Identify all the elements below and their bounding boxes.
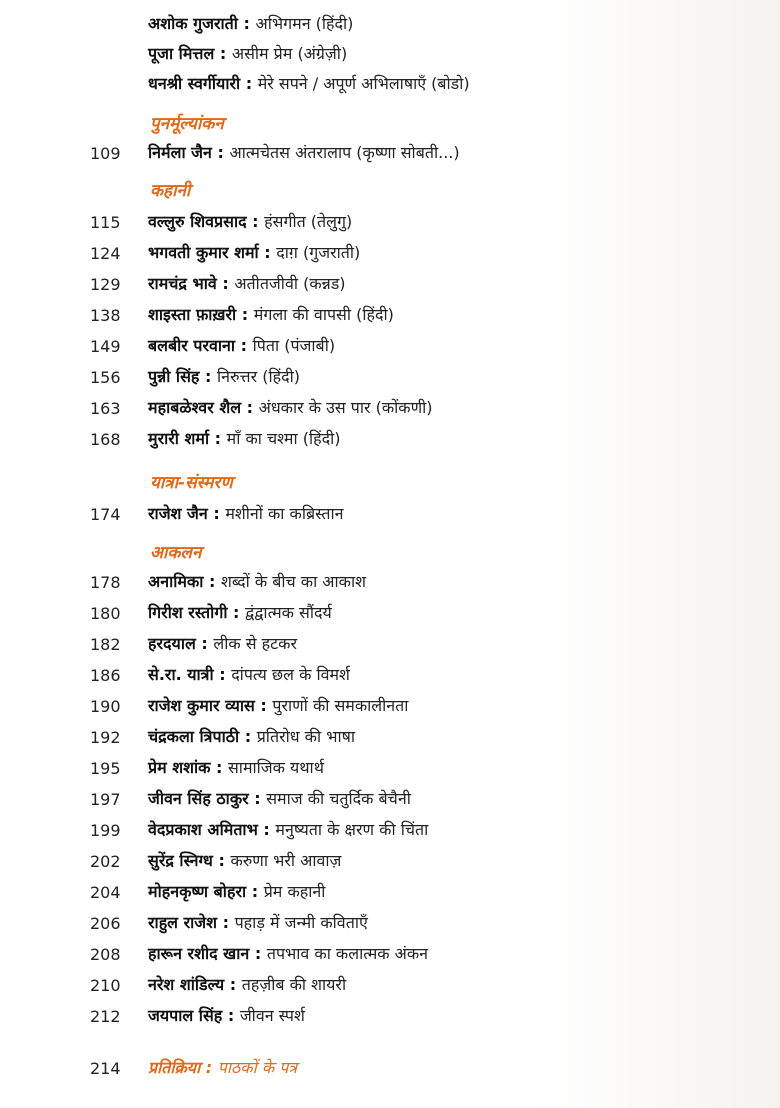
work-title: हंसगीत (तेलुगु) bbox=[264, 212, 353, 231]
separator: : bbox=[257, 820, 276, 839]
author-name: राजेश जैन bbox=[148, 504, 208, 523]
separator: : bbox=[216, 274, 235, 293]
page-number: 149 bbox=[90, 336, 121, 356]
toc-entry bbox=[0, 877, 780, 907]
toc-entry bbox=[0, 567, 780, 597]
work-title: शब्दों के बीच का आकाश bbox=[220, 572, 366, 591]
work-title: पिता (पंजाबी) bbox=[252, 336, 336, 355]
separator: : bbox=[222, 1006, 240, 1025]
work-title: प्रेम कहानी bbox=[263, 882, 326, 901]
toc-entry bbox=[0, 207, 780, 237]
page-number: 178 bbox=[90, 572, 121, 592]
author-name: मोहनकृष्ण बोहरा bbox=[148, 882, 247, 901]
separator: : bbox=[237, 14, 256, 33]
page-number: 124 bbox=[90, 243, 121, 263]
work-title: तपभाव का कलात्मक अंकन bbox=[266, 944, 429, 963]
entry-text bbox=[148, 269, 346, 299]
toc-entry bbox=[0, 1001, 780, 1031]
work-title: समाज की चतुर्दिक बेचैनी bbox=[266, 789, 411, 808]
author-name: धनश्री स्वर्गीयारी bbox=[148, 74, 241, 93]
entry-text bbox=[148, 598, 332, 628]
page-number: 199 bbox=[90, 820, 121, 840]
separator: : bbox=[200, 1058, 218, 1077]
separator: : bbox=[249, 944, 267, 963]
page-number: 180 bbox=[90, 603, 121, 623]
page-number: 206 bbox=[90, 913, 121, 933]
entry-text bbox=[148, 660, 350, 690]
author-name: हारून रशीद खान bbox=[148, 944, 250, 963]
entry-text bbox=[148, 138, 460, 168]
entry-text bbox=[148, 691, 408, 721]
separator: : bbox=[248, 789, 267, 808]
separator: : bbox=[224, 975, 242, 994]
author-name: वेदप्रकाश अमिताभ bbox=[148, 820, 258, 839]
entry-text bbox=[148, 362, 300, 392]
toc-entry bbox=[0, 331, 780, 361]
toc-entry bbox=[0, 970, 780, 1000]
page-number: 190 bbox=[90, 696, 121, 716]
author-name: राजेश कुमार व्यास bbox=[148, 696, 255, 715]
toc-entry bbox=[0, 939, 780, 969]
page-number: 115 bbox=[90, 212, 121, 232]
work-title: मंगला की वापसी (हिंदी) bbox=[253, 305, 394, 324]
author-name: राहुल राजेश bbox=[148, 913, 218, 932]
author-name: चंद्रकला त्रिपाठी bbox=[148, 727, 240, 746]
author-name: निर्मला जैन bbox=[148, 143, 212, 162]
page-number: 192 bbox=[90, 727, 121, 747]
toc-entry bbox=[0, 39, 780, 69]
entry-text bbox=[148, 39, 347, 69]
author-name: पूजा मित्तल bbox=[148, 44, 215, 63]
author-name: शाइस्ता फ़ाख़री bbox=[148, 305, 237, 324]
author-name: मुरारी शर्मा bbox=[148, 429, 210, 448]
separator: : bbox=[246, 212, 265, 231]
page-number: 138 bbox=[90, 305, 121, 325]
author-name: से.रा. यात्री bbox=[148, 665, 214, 684]
author-name: जीवन सिंह ठाकुर bbox=[148, 789, 249, 808]
author-name: अशोक गुजराती bbox=[148, 14, 238, 33]
toc-entry bbox=[0, 815, 780, 845]
page-number: 109 bbox=[90, 143, 121, 163]
separator: : bbox=[210, 758, 228, 777]
work-title: प्रतिरोध की भाषा bbox=[256, 727, 355, 746]
entry-text bbox=[148, 970, 346, 1000]
page-number: 208 bbox=[90, 944, 121, 964]
entry-text bbox=[148, 877, 325, 907]
work-title: मनुष्यता के क्षरण की चिंता bbox=[275, 820, 429, 839]
entry-text bbox=[148, 567, 366, 597]
separator: : bbox=[212, 851, 231, 870]
work-title: पाठकों के पत्र bbox=[217, 1058, 298, 1077]
separator: : bbox=[241, 398, 259, 417]
work-title: आत्मचेतस अंतरालाप (कृष्णा सोबती...) bbox=[229, 143, 460, 162]
author-name: महाबळेश्वर शैल bbox=[148, 398, 242, 417]
entry-text bbox=[148, 424, 341, 454]
work-title: पुराणों की समकालीनता bbox=[272, 696, 409, 715]
work-title: असीम प्रेम (अंग्रेज़ी) bbox=[231, 44, 348, 63]
toc-entry bbox=[0, 598, 780, 628]
entry-text bbox=[148, 69, 470, 99]
page-number: 210 bbox=[90, 975, 121, 995]
entry-text bbox=[148, 300, 394, 330]
work-title: मशीनों का कब्रिस्तान bbox=[225, 504, 344, 523]
separator: : bbox=[227, 603, 246, 622]
entry-text bbox=[148, 815, 428, 845]
separator: : bbox=[236, 305, 254, 324]
page-number: 195 bbox=[90, 758, 121, 778]
toc-entry bbox=[0, 753, 780, 783]
entry-text bbox=[148, 784, 411, 814]
page-number: 186 bbox=[90, 665, 121, 685]
separator: : bbox=[214, 44, 232, 63]
page-number: 182 bbox=[90, 634, 121, 654]
entry-text bbox=[148, 722, 355, 752]
toc-entry bbox=[0, 9, 780, 39]
author-name: बलबीर परवाना bbox=[148, 336, 236, 355]
entry-text bbox=[148, 629, 297, 659]
work-title: निरुत्तर (हिंदी) bbox=[216, 367, 300, 386]
entry-text bbox=[148, 1053, 297, 1083]
work-title: दांपत्य छल के विमर्श bbox=[231, 665, 350, 684]
entry-text bbox=[148, 393, 433, 423]
toc-entry bbox=[0, 629, 780, 659]
separator: : bbox=[203, 572, 221, 591]
author-name: गिरीश रस्तोगी bbox=[148, 603, 228, 622]
page-number: 168 bbox=[90, 429, 121, 449]
page-number: 156 bbox=[90, 367, 121, 387]
author-name: वल्लुरु शिवप्रसाद bbox=[148, 212, 247, 231]
work-title: माँ का चश्मा (हिंदी) bbox=[226, 429, 341, 448]
entry-text bbox=[148, 753, 324, 783]
page-number: 212 bbox=[90, 1006, 121, 1026]
section-heading: यात्रा-संस्मरण bbox=[150, 473, 233, 493]
author-name: पुन्नी सिंह bbox=[148, 367, 200, 386]
page-number: 204 bbox=[90, 882, 121, 902]
author-name: प्रेम शशांक bbox=[148, 758, 211, 777]
separator: : bbox=[258, 243, 277, 262]
page-number: 214 bbox=[90, 1058, 121, 1078]
work-title: पहाड़ में जन्मी कविताएँ bbox=[234, 913, 368, 932]
entry-text bbox=[148, 9, 353, 39]
toc-entry bbox=[0, 238, 780, 268]
toc-entry bbox=[0, 300, 780, 330]
separator: : bbox=[239, 727, 257, 746]
toc-entry bbox=[0, 424, 780, 454]
section-heading: आकलन bbox=[150, 543, 202, 563]
entry-text bbox=[148, 908, 368, 938]
author-name: जयपाल सिंह bbox=[148, 1006, 223, 1025]
toc-entry bbox=[0, 908, 780, 938]
toc-entry bbox=[0, 499, 780, 529]
separator: : bbox=[195, 634, 214, 653]
entry-text bbox=[148, 331, 335, 361]
separator: : bbox=[211, 143, 230, 162]
entry-text bbox=[148, 1001, 305, 1031]
author-name: रामचंद्र भावे bbox=[148, 274, 217, 293]
entry-text bbox=[148, 499, 343, 529]
page-number: 202 bbox=[90, 851, 121, 871]
work-title: तहज़ीब की शायरी bbox=[241, 975, 347, 994]
work-title: मेरे सपने / अपूर्ण अभिलाषाएँ (बोडो) bbox=[257, 74, 470, 93]
entry-text bbox=[148, 238, 360, 268]
separator: : bbox=[207, 504, 226, 523]
separator: : bbox=[246, 882, 264, 901]
work-title: अतीतजीवी (कन्नड) bbox=[234, 274, 346, 293]
toc-entry bbox=[0, 138, 780, 168]
toc-entry bbox=[0, 362, 780, 392]
work-title: अंधकार के उस पार (कोंकणी) bbox=[258, 398, 433, 417]
entry-text bbox=[148, 207, 352, 237]
toc-entry bbox=[0, 846, 780, 876]
separator: : bbox=[217, 913, 235, 932]
work-title: करुणा भरी आवाज़ bbox=[230, 851, 342, 870]
toc-entry bbox=[0, 660, 780, 690]
section-heading: पुनर्मूल्यांकन bbox=[150, 114, 224, 134]
page-number: 197 bbox=[90, 789, 121, 809]
section-name: प्रतिक्रिया bbox=[148, 1058, 201, 1077]
author-name: अनामिका bbox=[148, 572, 204, 591]
toc-entry bbox=[0, 784, 780, 814]
entry-text bbox=[148, 846, 341, 876]
work-title: सामाजिक यथार्थ bbox=[227, 758, 324, 777]
toc-entry bbox=[0, 69, 780, 99]
entry-text bbox=[148, 939, 428, 969]
author-name: भगवती कुमार शर्मा bbox=[148, 243, 259, 262]
work-title: जीवन स्पर्श bbox=[239, 1006, 305, 1025]
work-title: दाग़ (गुजराती) bbox=[276, 243, 361, 262]
separator: : bbox=[213, 665, 232, 684]
toc-entry bbox=[0, 722, 780, 752]
work-title: द्वंद्वात्मक सौंदर्य bbox=[245, 603, 332, 622]
page-number: 174 bbox=[90, 504, 121, 524]
section-heading: कहानी bbox=[150, 181, 191, 201]
author-name: नरेश शांडिल्य bbox=[148, 975, 225, 994]
page-number: 129 bbox=[90, 274, 121, 294]
toc-entry bbox=[0, 691, 780, 721]
separator: : bbox=[209, 429, 227, 448]
toc-entry bbox=[0, 393, 780, 423]
page-number: 163 bbox=[90, 398, 121, 418]
separator: : bbox=[235, 336, 253, 355]
separator: : bbox=[240, 74, 258, 93]
author-name: सुरेंद्र स्निग्ध bbox=[148, 851, 213, 870]
author-name: हरदयाल bbox=[148, 634, 196, 653]
work-title: अभिगमन (हिंदी) bbox=[255, 14, 354, 33]
separator: : bbox=[199, 367, 217, 386]
toc-entry-readers-letters bbox=[0, 1053, 780, 1083]
separator: : bbox=[254, 696, 273, 715]
work-title: लीक से हटकर bbox=[213, 634, 298, 653]
toc-entry bbox=[0, 269, 780, 299]
